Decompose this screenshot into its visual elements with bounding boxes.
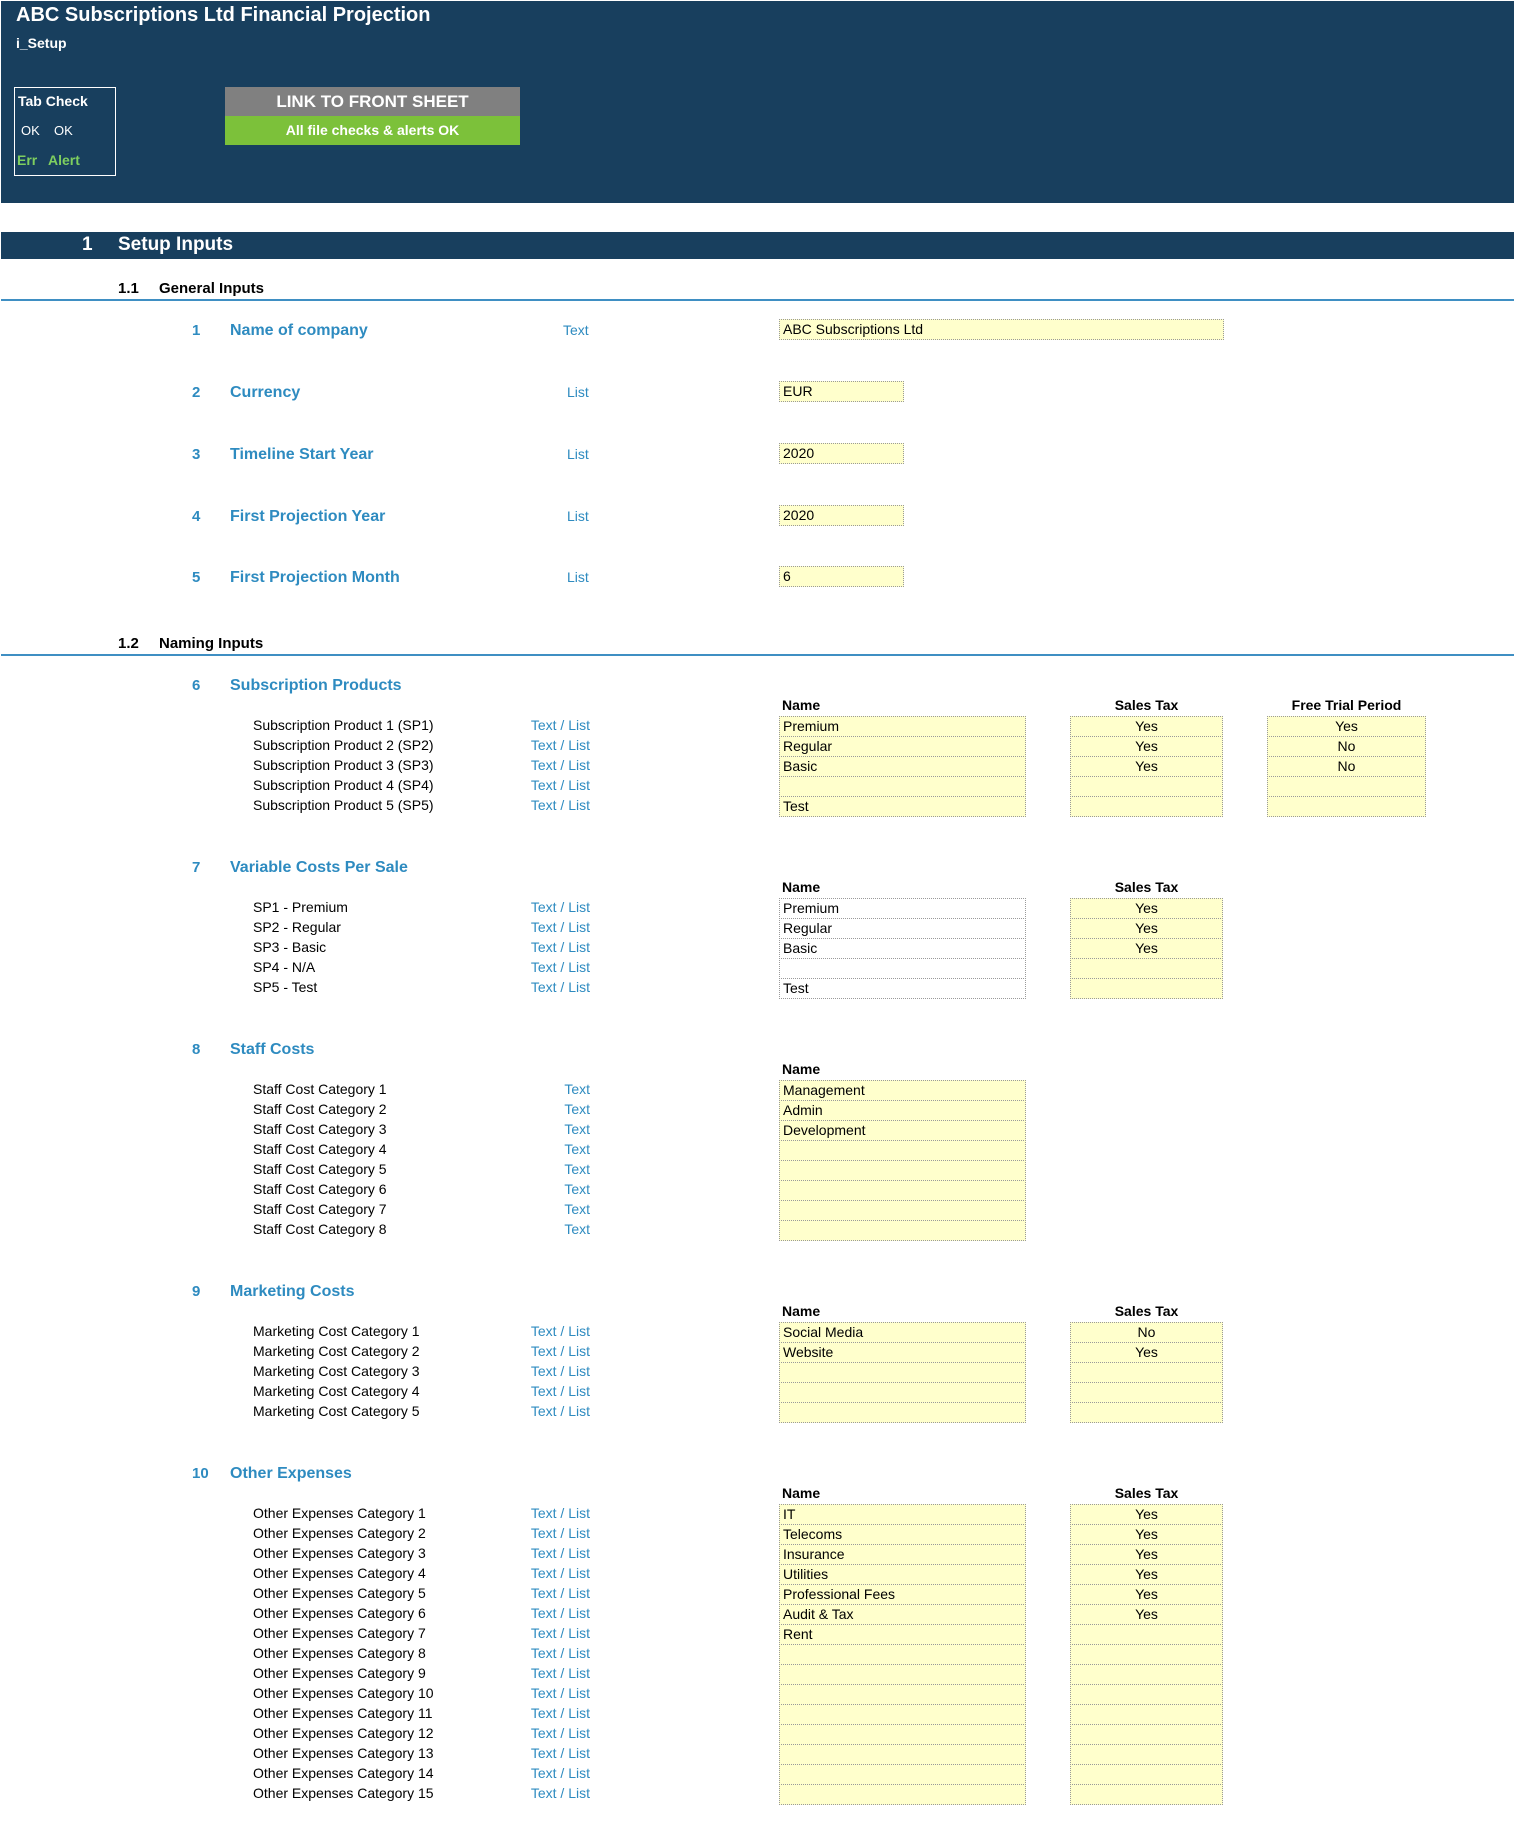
- tab-check-box: [14, 87, 116, 176]
- input-type: Text: [564, 1161, 590, 1177]
- name-input-cell[interactable]: Premium: [779, 898, 1026, 919]
- row-label: Staff Cost Category 1: [253, 1081, 387, 1097]
- item-title: Variable Costs Per Sale: [230, 859, 408, 876]
- name-input-cell[interactable]: [779, 958, 1026, 979]
- col-header-name: Name: [782, 1303, 821, 1319]
- tax-input-cell[interactable]: Yes: [1070, 1564, 1223, 1585]
- tax-input-cell[interactable]: Yes: [1070, 716, 1223, 737]
- name-input-cell[interactable]: Social Media: [779, 1322, 1026, 1343]
- tax-input-cell[interactable]: Yes: [1070, 898, 1223, 919]
- col-header-sales-tax: Sales Tax: [1114, 879, 1179, 895]
- tax-input-cell[interactable]: [1070, 1644, 1223, 1665]
- trial-input-cell[interactable]: Yes: [1267, 716, 1426, 737]
- input-type: Text / List: [530, 1645, 590, 1661]
- row-label: Staff Cost Category 2: [253, 1101, 387, 1117]
- input-type: Text / List: [530, 1725, 590, 1741]
- name-input-cell[interactable]: Telecoms: [779, 1524, 1026, 1545]
- name-input-cell[interactable]: [779, 1764, 1026, 1785]
- input-type: Text / List: [530, 1403, 590, 1419]
- col-header-name: Name: [782, 879, 821, 895]
- row-label: Other Expenses Category 10: [253, 1685, 434, 1701]
- row-label: Other Expenses Category 13: [253, 1745, 434, 1761]
- input-type: Text / List: [530, 1705, 590, 1721]
- input-type: Text / List: [530, 797, 590, 813]
- row-label: Staff Cost Category 4: [253, 1141, 387, 1157]
- subsection-title: General Inputs: [159, 280, 265, 297]
- tax-input-cell[interactable]: Yes: [1070, 1544, 1223, 1565]
- input-type: List: [567, 569, 589, 585]
- input-type: Text: [564, 1121, 590, 1137]
- col-header-sales-tax: Sales Tax: [1114, 1303, 1179, 1319]
- item-title: Staff Costs: [230, 1041, 315, 1058]
- item-number: 3: [192, 446, 201, 463]
- tax-input-cell[interactable]: Yes: [1070, 938, 1223, 959]
- tax-input-cell[interactable]: [1070, 1704, 1223, 1725]
- name-input-cell[interactable]: Basic: [779, 756, 1026, 777]
- item-label: First Projection Month: [230, 569, 400, 586]
- name-input-cell[interactable]: [779, 1402, 1026, 1423]
- item-number: 4: [192, 508, 201, 525]
- input-type: Text / List: [530, 757, 590, 773]
- row-label: Other Expenses Category 11: [253, 1705, 433, 1721]
- item-title: Subscription Products: [230, 677, 402, 694]
- name-input-cell[interactable]: Test: [779, 796, 1026, 817]
- input-type: Text: [564, 1141, 590, 1157]
- input-type: Text / List: [530, 1565, 590, 1581]
- tax-input-cell[interactable]: [1070, 958, 1223, 979]
- name-input-cell[interactable]: [779, 1784, 1026, 1805]
- name-input-cell[interactable]: Development: [779, 1120, 1026, 1141]
- input-type: Text: [564, 1201, 590, 1217]
- item-label: Timeline Start Year: [230, 446, 374, 463]
- name-input-cell[interactable]: Rent: [779, 1624, 1026, 1645]
- input-type: Text / List: [530, 939, 590, 955]
- row-label: Staff Cost Category 7: [253, 1201, 387, 1217]
- first-projection-year-select[interactable]: 2020: [779, 505, 904, 526]
- col-header-name: Name: [782, 697, 821, 713]
- input-type: Text / List: [530, 717, 590, 733]
- name-input-cell[interactable]: Management: [779, 1080, 1026, 1101]
- tab-check-ok-err: OK: [21, 123, 40, 138]
- input-type: Text / List: [530, 1785, 590, 1801]
- row-label: Other Expenses Category 4: [253, 1565, 426, 1581]
- tab-check-alert-label: Alert: [48, 152, 80, 168]
- row-label: SP3 - Basic: [253, 939, 327, 955]
- name-input-cell[interactable]: [779, 1704, 1026, 1725]
- row-label: Other Expenses Category 6: [253, 1605, 426, 1621]
- name-input-cell[interactable]: [779, 1140, 1026, 1161]
- input-type: Text / List: [530, 1383, 590, 1399]
- input-type: Text / List: [530, 1525, 590, 1541]
- row-label: SP5 - Test: [253, 979, 318, 995]
- item-label: Name of company: [230, 322, 368, 339]
- row-label: Marketing Cost Category 5: [253, 1403, 420, 1419]
- row-label: SP2 - Regular: [253, 919, 341, 935]
- col-header-free-trial: Free Trial Period: [1291, 697, 1402, 713]
- name-input-cell[interactable]: [779, 1684, 1026, 1705]
- row-label: Subscription Product 3 (SP3): [253, 757, 434, 773]
- name-input-cell[interactable]: IT: [779, 1504, 1026, 1525]
- row-label: Other Expenses Category 3: [253, 1545, 426, 1561]
- name-input-cell[interactable]: [779, 1220, 1026, 1241]
- name-input-cell[interactable]: [779, 1382, 1026, 1403]
- name-input-cell[interactable]: Audit & Tax: [779, 1604, 1026, 1625]
- name-input-cell[interactable]: Admin: [779, 1100, 1026, 1121]
- row-label: Other Expenses Category 12: [253, 1725, 434, 1741]
- input-type: Text / List: [530, 1685, 590, 1701]
- name-input-cell[interactable]: [779, 1744, 1026, 1765]
- row-label: Marketing Cost Category 1: [253, 1323, 420, 1339]
- tax-input-cell[interactable]: [1070, 1744, 1223, 1765]
- app-title: ABC Subscriptions Ltd Financial Projection: [16, 4, 431, 26]
- name-input-cell[interactable]: [779, 1724, 1026, 1745]
- row-label: Other Expenses Category 9: [253, 1665, 426, 1681]
- input-type: Text / List: [530, 919, 590, 935]
- row-label: Marketing Cost Category 3: [253, 1363, 420, 1379]
- currency-select[interactable]: EUR: [779, 381, 904, 402]
- item-label: Currency: [230, 384, 301, 401]
- subsection-title: Naming Inputs: [159, 635, 264, 652]
- input-type: Text / List: [530, 959, 590, 975]
- input-type: List: [567, 446, 589, 462]
- trial-input-cell[interactable]: No: [1267, 756, 1426, 777]
- name-input-cell[interactable]: [779, 1644, 1026, 1665]
- name-input-cell[interactable]: Premium: [779, 716, 1026, 737]
- tab-check-ok-alert: OK: [54, 123, 73, 138]
- tax-input-cell[interactable]: [1070, 1684, 1223, 1705]
- subsection-rule: [1, 654, 1514, 656]
- item-number: 1: [192, 322, 201, 339]
- input-type: Text: [563, 322, 589, 338]
- name-input-cell[interactable]: Utilities: [779, 1564, 1026, 1585]
- name-input-cell[interactable]: [779, 1200, 1026, 1221]
- item-number: 2: [192, 384, 201, 401]
- input-type: Text / List: [530, 1625, 590, 1641]
- input-type: Text / List: [530, 777, 590, 793]
- item-number: 5: [192, 569, 201, 586]
- tax-input-cell[interactable]: Yes: [1070, 1342, 1223, 1363]
- row-label: Other Expenses Category 5: [253, 1585, 426, 1601]
- input-type: Text: [564, 1081, 590, 1097]
- name-input-cell[interactable]: Professional Fees: [779, 1584, 1026, 1605]
- input-type: Text / List: [530, 1745, 590, 1761]
- section-title: Setup Inputs: [118, 234, 234, 255]
- name-input-cell[interactable]: Regular: [779, 736, 1026, 757]
- row-label: Other Expenses Category 8: [253, 1645, 426, 1661]
- tax-input-cell[interactable]: [1070, 1362, 1223, 1383]
- input-type: Text / List: [530, 1585, 590, 1601]
- name-input-cell[interactable]: [779, 1664, 1026, 1685]
- input-type: Text: [564, 1221, 590, 1237]
- col-header-name: Name: [782, 1061, 821, 1077]
- input-type: Text / List: [530, 1363, 590, 1379]
- row-label: SP4 - N/A: [253, 959, 316, 975]
- item-label: First Projection Year: [230, 508, 386, 525]
- first-projection-month-select[interactable]: 6: [779, 566, 904, 587]
- name-input-cell[interactable]: [779, 1160, 1026, 1181]
- subsection-number: 1.1: [118, 280, 139, 297]
- name-input-cell[interactable]: Test: [779, 978, 1026, 999]
- row-label: Subscription Product 2 (SP2): [253, 737, 434, 753]
- tax-input-cell[interactable]: [1070, 1724, 1223, 1745]
- input-type: Text / List: [530, 1343, 590, 1359]
- input-type: List: [567, 508, 589, 524]
- tax-input-cell[interactable]: No: [1070, 1322, 1223, 1343]
- tax-input-cell[interactable]: [1070, 1382, 1223, 1403]
- tax-input-cell[interactable]: [1070, 1664, 1223, 1685]
- tax-input-cell[interactable]: [1070, 1624, 1223, 1645]
- col-header-sales-tax: Sales Tax: [1114, 697, 1179, 713]
- name-input-cell[interactable]: Basic: [779, 938, 1026, 959]
- trial-input-cell[interactable]: No: [1267, 736, 1426, 757]
- tax-input-cell[interactable]: Yes: [1070, 1524, 1223, 1545]
- file-checks-status: All file checks & alerts OK: [225, 116, 520, 145]
- row-label: Subscription Product 4 (SP4): [253, 777, 434, 793]
- input-type: Text / List: [530, 1505, 590, 1521]
- tab-check-err-label: Err: [17, 152, 38, 168]
- tab-check-title: Tab Check: [18, 93, 88, 109]
- row-label: Other Expenses Category 2: [253, 1525, 426, 1541]
- row-label: Subscription Product 1 (SP1): [253, 717, 434, 733]
- row-label: SP1 - Premium: [253, 899, 348, 915]
- input-type: Text / List: [530, 979, 590, 995]
- tax-input-cell[interactable]: Yes: [1070, 918, 1223, 939]
- input-type: Text / List: [530, 1545, 590, 1561]
- col-header-sales-tax: Sales Tax: [1114, 1485, 1179, 1501]
- item-title: Marketing Costs: [230, 1283, 355, 1300]
- item-number: 6: [192, 677, 201, 694]
- tax-input-cell[interactable]: Yes: [1070, 1604, 1223, 1625]
- sheet-name: i_Setup: [16, 35, 67, 51]
- tax-input-cell[interactable]: [1070, 1784, 1223, 1805]
- row-label: Staff Cost Category 6: [253, 1181, 387, 1197]
- timeline-start-year-select[interactable]: 2020: [779, 443, 904, 464]
- input-type: Text / List: [530, 737, 590, 753]
- row-label: Marketing Cost Category 4: [253, 1383, 420, 1399]
- input-type: Text / List: [530, 899, 590, 915]
- tax-input-cell[interactable]: [1070, 1764, 1223, 1785]
- trial-input-cell[interactable]: [1267, 796, 1426, 817]
- trial-input-cell[interactable]: [1267, 776, 1426, 797]
- subsection-number: 1.2: [118, 635, 139, 652]
- item-number: 9: [192, 1283, 201, 1300]
- input-type: Text: [564, 1181, 590, 1197]
- link-to-front-sheet-button[interactable]: LINK TO FRONT SHEET: [225, 87, 520, 116]
- row-label: Marketing Cost Category 2: [253, 1343, 420, 1359]
- item-number: 10: [192, 1465, 209, 1482]
- name-input-cell[interactable]: [779, 776, 1026, 797]
- tax-input-cell[interactable]: Yes: [1070, 756, 1223, 777]
- input-type: Text / List: [530, 1605, 590, 1621]
- tax-input-cell[interactable]: [1070, 1402, 1223, 1423]
- name-input-cell[interactable]: [779, 1180, 1026, 1201]
- row-label: Staff Cost Category 5: [253, 1161, 387, 1177]
- input-type: Text / List: [530, 1323, 590, 1339]
- name-input-cell[interactable]: Regular: [779, 918, 1026, 939]
- item-title: Other Expenses: [230, 1465, 352, 1482]
- input-type: Text / List: [530, 1765, 590, 1781]
- subsection-rule: [1, 299, 1514, 301]
- tax-input-cell[interactable]: Yes: [1070, 1504, 1223, 1525]
- tax-input-cell[interactable]: [1070, 978, 1223, 999]
- row-label: Other Expenses Category 15: [253, 1785, 434, 1801]
- item-number: 8: [192, 1041, 201, 1058]
- tax-input-cell[interactable]: [1070, 796, 1223, 817]
- input-type: List: [567, 384, 589, 400]
- row-label: Staff Cost Category 8: [253, 1221, 387, 1237]
- company-name-input[interactable]: ABC Subscriptions Ltd: [779, 319, 1224, 340]
- name-input-cell[interactable]: Website: [779, 1342, 1026, 1363]
- input-type: Text: [564, 1101, 590, 1117]
- tax-input-cell[interactable]: Yes: [1070, 736, 1223, 757]
- item-number: 7: [192, 859, 201, 876]
- tax-input-cell[interactable]: [1070, 776, 1223, 797]
- row-label: Other Expenses Category 1: [253, 1505, 426, 1521]
- col-header-name: Name: [782, 1485, 821, 1501]
- row-label: Staff Cost Category 3: [253, 1121, 387, 1137]
- input-type: Text / List: [530, 1665, 590, 1681]
- row-label: Other Expenses Category 7: [253, 1625, 426, 1641]
- name-input-cell[interactable]: [779, 1362, 1026, 1383]
- section-number: 1: [82, 234, 93, 255]
- row-label: Other Expenses Category 14: [253, 1765, 434, 1781]
- row-label: Subscription Product 5 (SP5): [253, 797, 434, 813]
- name-input-cell[interactable]: Insurance: [779, 1544, 1026, 1565]
- tax-input-cell[interactable]: Yes: [1070, 1584, 1223, 1605]
